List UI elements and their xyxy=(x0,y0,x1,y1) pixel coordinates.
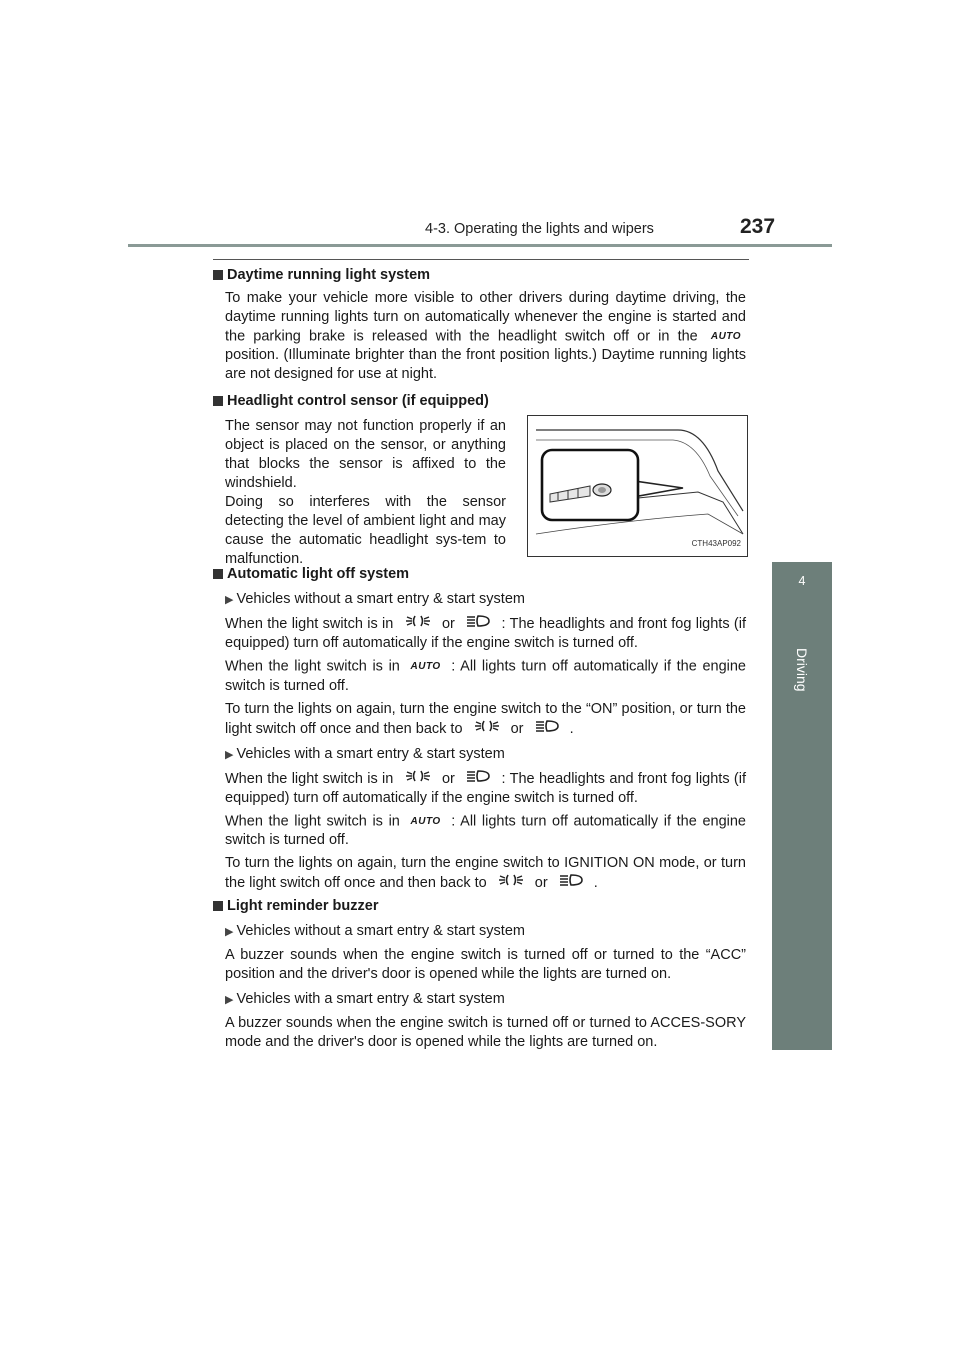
section-heading-auto-off: Automatic light off system xyxy=(213,565,746,584)
header-rule xyxy=(128,244,832,247)
drl-paragraph: To make your vehicle more visible to other drivers during daytime driving, the daytime running lights turn on automatically whenever the engine is started and the parking brake is released with the headlight switch off or in the AUTO position. (Illuminate brighter than the front position lights.) Daytime running lights are not designed for use at night. xyxy=(225,290,746,383)
chapter-number: 4 xyxy=(798,574,806,588)
sub-heading-with-smart: ▶ Vehicles with a smart entry & start system xyxy=(225,745,505,762)
headlight-icon xyxy=(465,769,491,789)
page-number: 237 xyxy=(740,215,776,238)
tail-light-icon xyxy=(404,614,432,634)
headlight-icon xyxy=(558,873,584,893)
sensor-text: The sensor may not function properly if an object is placed on the sensor, or anything that blocks the sensor is affixed to the windshield. Doing so interferes with the sensor detecting the level of ambient light and may cause the automatic headlight sys-tem to malfunction. xyxy=(225,418,506,568)
section-heading-sensor: Headlight control sensor (if equipped) xyxy=(213,392,746,411)
auto-icon: AUTO xyxy=(710,331,742,342)
page-content xyxy=(213,266,746,1056)
tail-light-icon xyxy=(473,719,501,739)
sub-heading-with-smart: ▶ Vehicles with a smart entry & start system xyxy=(225,990,505,1007)
buzzer-with-p1: A buzzer sounds when the engine switch is turned off or turned to ACCES-SORY mode and the driver's door is opened while the lights are turned on. xyxy=(225,1014,746,1050)
section-heading-drl: Daytime running light system xyxy=(213,266,746,285)
chapter-tab[interactable] xyxy=(772,562,832,1050)
buzzer-without-p1: A buzzer sounds when the engine switch is turned off or turned to the “ACC” position and the driver's door is opened while the lights are turned on. xyxy=(225,946,746,982)
auto-off-with-p2: When the light switch is in AUTO : All lights turn off automatically if the engine switch is turned off. xyxy=(225,812,746,848)
sensor-illustration xyxy=(527,415,748,557)
sub-heading-without-smart: ▶ Vehicles without a smart entry & start system xyxy=(225,591,525,608)
auto-off-without-p1: When the light switch is in or : The headlights and front fog lights (if equipped) turn off automatically if the engine switch is turned off. xyxy=(225,616,746,652)
auto-off-with-p3: To turn the lights on again, turn the engine switch to IGNITION ON mode, or turn the light switch off once and then back to or . xyxy=(225,854,746,893)
sensor-figure-row xyxy=(225,415,746,568)
content-rule xyxy=(213,259,749,260)
tail-light-icon xyxy=(404,769,432,789)
auto-off-without-p2: When the light switch is in AUTO : All lights turn off automatically if the engine switch is turned off. xyxy=(225,658,746,694)
auto-icon: AUTO xyxy=(410,815,441,827)
sub-heading-without-smart: ▶ Vehicles without a smart entry & start system xyxy=(225,922,525,939)
chapter-label: Driving xyxy=(794,648,810,692)
figure-code: CTH43AP092 xyxy=(691,539,741,549)
headlight-icon xyxy=(465,614,491,634)
auto-icon: AUTO xyxy=(410,661,441,673)
auto-off-with-p1: When the light switch is in or : The headlights and front fog lights (if equipped) turn off automatically if the engine switch is turned off. xyxy=(225,770,746,806)
tail-light-icon xyxy=(497,873,525,893)
section-title: 4-3. Operating the lights and wipers xyxy=(425,221,654,237)
section-heading-buzzer: Light reminder buzzer xyxy=(213,897,746,916)
headlight-icon xyxy=(534,719,560,739)
auto-off-without-p3: To turn the lights on again, turn the engine switch to the “ON” position, or turn the light switch off once and then back to or . xyxy=(225,700,746,739)
